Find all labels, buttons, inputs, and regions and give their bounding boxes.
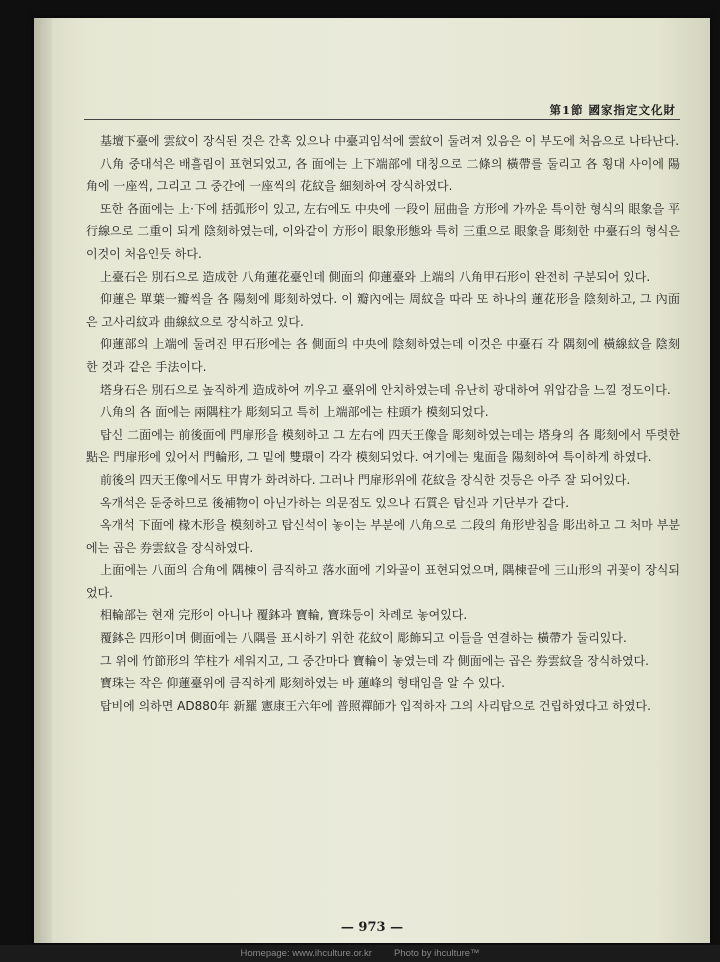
paragraph: 前後의 四天王像에서도 甲冑가 화려하다. 그러나 門扉形위에 花紋을 장식한 것등은 아주 잘 되어있다. [100,472,631,487]
photo-credit: Photo by ihculture™ [393,948,480,959]
paragraph: 覆鉢은 四形이며 側面에는 八隅를 표시하기 위한 花紋이 彫飾되고 이들을 연결하는 橫帶가 둘리있다. [100,631,627,646]
paragraph: 上臺石은 別石으로 造成한 八角蓮花臺인데 側面의 仰蓮臺와 上端의 八角甲石形이 완전히 구분되어 있다. [100,269,651,284]
paragraph: 塔身石은 別石으로 높직하게 造成하여 끼우고 臺위에 안치하였는데 유난히 광대하여 위압감을 느낄 정도이다. [100,382,671,397]
paragraph: 基壇下臺에 雲紋이 장식된 것은 간혹 있으나 中臺괴임석에 雲紋이 둘려져 있음은 이 부도에 처음으로 나타난다. [100,134,680,148]
page-gutter [34,18,52,943]
book-page [34,18,710,943]
paragraph: 옥개석은 둔중하므로 後補物이 아닌가하는 의문점도 있으나 石質은 탑신과 기단부가 같다. [100,495,570,510]
paragraph: 上面에는 八面의 合角에 隅棟이 큼직하고 落水面에 기와골이 표현되었으며, 隅棟끝에 三山形의 귀꽃이 장식되었다. [86,563,680,600]
paragraph: 탑신 二面에는 前後面에 門扉形을 模刻하고 그 左右에 四天王像을 彫刻하였는데는 塔身의 各 彫刻에서 뚜렷한 點은 門扉形에 있어서 門輪形, 그 밑에 雙環이 각각 模刻되었다. 여기에는 鬼面을 陽刻하여 특이하게 하였다. [86,427,680,465]
header-rule [84,119,680,120]
watermark-bar [0,945,720,962]
homepage-credit: Homepage: www.ihculture.or.kr [240,948,372,959]
paragraph: 또한 各面에는 上·下에 括弧形이 있고, 左右에도 中央에 一段이 屈曲을 方形에 가까운 특이한 형식의 眼象을 平行線으로 二重이 되게 陰刻하였는데, 이와같이 方形이 眼象形態와 특히 三重으로 眼象을 彫刻한 中臺石의 형식은 이것이 처음인듯 하다. [86,201,680,261]
running-header: 第1節 國家指定文化財 [549,103,676,117]
page-number: — 973 — [340,920,404,935]
paragraph: 옥개석 下面에 椽木形을 模刻하고 탑신석이 놓이는 부분에 八角으로 二段의 角形받침을 彫出하고 그 처마 부분에는 곱은 券雲紋을 장식하였다. [86,518,680,555]
paragraph: 八角의 各 面에는 兩隅柱가 彫刻되고 특히 上端部에는 柱頭가 模刻되었다. [100,405,489,420]
body-text [86,130,680,717]
paragraph: 相輪部는 현재 完形이 아니나 覆鉢과 寶輪, 寶珠등이 차례로 놓여있다. [100,608,468,623]
paragraph: 탑비에 의하면 AD880年 新羅 憲康王六年에 普照禪師가 입적하자 그의 사리탑으로 건립하였다고 하였다. [100,698,651,713]
paragraph: 仰蓮部의 上端에 둘려진 甲石形에는 各 側面의 中央에 陰刻하였는데 이것은 中臺石 각 隅刻에 橫線紋을 陰刻한 것과 같은 手法이다. [86,337,680,374]
paragraph: 仰蓮은 單葉一瓣씩을 各 陽刻에 彫刻하였다. 이 瓣內에는 周紋을 따라 또 하나의 蓮花形을 陰刻하고, 그 內面은 고사리紋과 曲線紋으로 장식하고 있다. [86,292,680,329]
paragraph: 그 위에 竹節形의 竿柱가 세워지고, 그 중간마다 寶輪이 놓였는데 각 側面에는 곱은 券雲紋을 장식하였다. [100,653,649,668]
paragraph: 八角 중대석은 배흘림이 표현되었고, 各 面에는 上下端部에 대칭으로 二條의 橫帶를 둘리고 各 횡대 사이에 陽角에 一座씩, 그리고 그 중간에 一座씩의 花紋을 細刻하여 장식하였다. [86,156,680,194]
paragraph: 寶珠는 작은 仰蓮臺위에 큼직하게 彫刻하였는 바 蓮峰의 형태임을 알 수 있다. [100,676,505,691]
